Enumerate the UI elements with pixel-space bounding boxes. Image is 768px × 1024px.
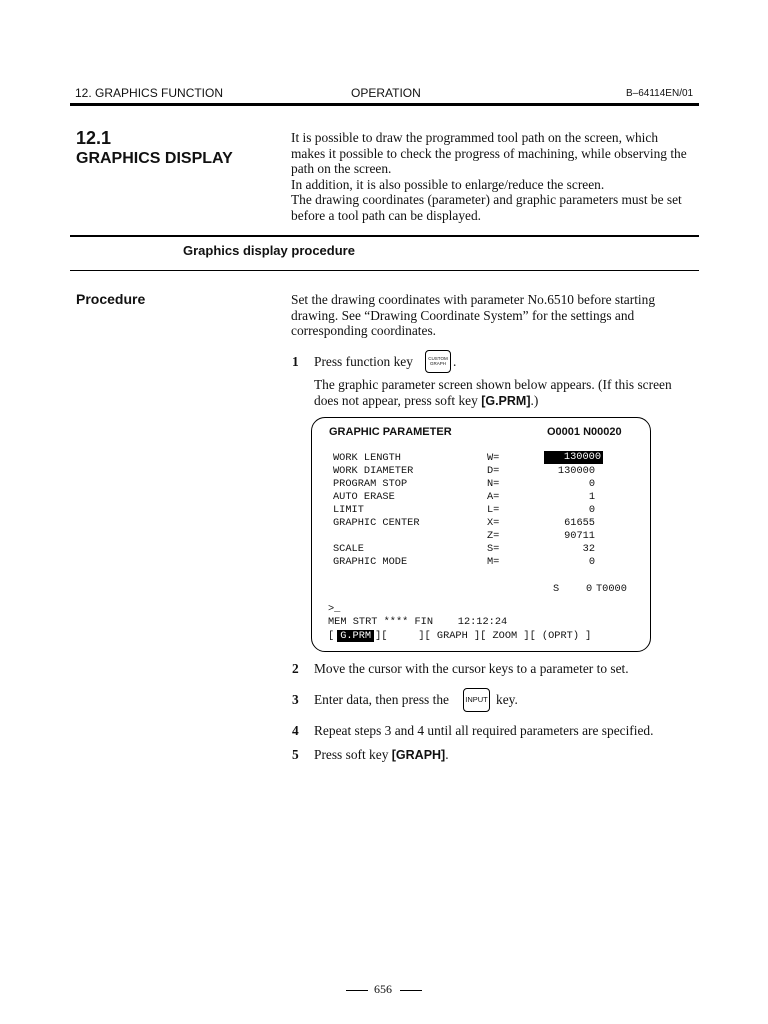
param-value: 32 xyxy=(582,543,595,555)
status-spindle-value: 0 xyxy=(586,583,593,595)
footer-dash-right xyxy=(400,990,422,991)
param-value: 130000 xyxy=(557,465,595,477)
param-name: LIMIT xyxy=(333,504,364,516)
param-value: 0 xyxy=(588,478,595,490)
step-3-number: 3 xyxy=(292,692,299,707)
param-value: 90711 xyxy=(564,530,595,542)
param-name: GRAPHIC CENTER xyxy=(333,517,420,529)
param-code: D= xyxy=(487,465,500,477)
input-prompt[interactable]: >_ xyxy=(328,603,341,615)
step-3-after: key. xyxy=(496,692,518,707)
softkey-rest[interactable]: ][ ][ GRAPH ][ ZOOM ][ (OPRT) ] xyxy=(375,630,592,642)
header-rule xyxy=(70,103,699,106)
header-chapter: 12. GRAPHICS FUNCTION xyxy=(75,86,224,100)
procedure-label: Procedure xyxy=(76,291,146,307)
param-name: AUTO ERASE xyxy=(333,491,395,503)
section-number: 12.1 xyxy=(76,128,112,148)
param-value: 0 xyxy=(588,504,595,516)
param-value: 61655 xyxy=(564,517,595,529)
step-5-text: Press soft key [GRAPH]. xyxy=(314,747,449,762)
param-value-selected[interactable]: 130000 xyxy=(544,451,603,464)
step-2-number: 2 xyxy=(292,661,299,676)
section-title: GRAPHICS DISPLAY xyxy=(76,150,233,167)
section-paragraph: It is possible to draw the programmed tool path on the screen, which makes it possible to check the progress of machining, while observing the path on the screen. In addition, it is also possible to enlarge/reduce the screen. The drawing coordinates (parameter) and graphic parameters must be set before a tool path can be displayed. xyxy=(291,130,687,223)
step-2-text: Move the cursor with the cursor keys to a parameter to set. xyxy=(314,661,629,676)
subsection-rule xyxy=(70,270,699,271)
step-4-number: 4 xyxy=(292,723,299,738)
footer-dash-left xyxy=(346,990,368,991)
param-value: 1 xyxy=(588,491,595,503)
mode-status-line: MEM STRT **** FIN 12:12:24 xyxy=(328,616,508,628)
step-5-number: 5 xyxy=(292,747,299,762)
graph-softkey-ref: [GRAPH] xyxy=(391,748,446,762)
gprm-softkey-ref: [G.PRM] xyxy=(481,393,531,408)
param-code: A= xyxy=(487,491,500,503)
param-name: SCALE xyxy=(333,543,364,555)
procedure-intro: Set the drawing coordinates with parameter No.6510 before starting drawing. See “Drawing Coordinate System” for the settings and corresponding coordinates. xyxy=(291,292,656,339)
input-key: INPUT xyxy=(463,688,490,712)
param-code: M= xyxy=(487,556,500,568)
param-code: L= xyxy=(487,504,500,516)
screen-title: GRAPHIC PARAMETER xyxy=(329,426,452,438)
page-number: 656 xyxy=(374,982,392,996)
param-code: W= xyxy=(487,452,500,464)
step-3-text: Enter data, then press the xyxy=(314,692,449,707)
param-code: S= xyxy=(487,543,500,555)
param-code: X= xyxy=(487,517,500,529)
param-name: GRAPHIC MODE xyxy=(333,556,408,568)
step-1-text: Press function key xyxy=(314,354,413,369)
header-part: OPERATION xyxy=(351,86,421,100)
step-4-text: Repeat steps 3 and 4 until all required parameters are specified. xyxy=(314,723,654,738)
param-value: 0 xyxy=(588,556,595,568)
param-code: N= xyxy=(487,478,500,490)
softkey-bar: [ G.PRM ][ ][ GRAPH ][ ZOOM ][ (OPRT) ] xyxy=(328,630,592,642)
step-1-number: 1 xyxy=(292,354,299,369)
softkey-gprm[interactable]: G.PRM xyxy=(337,630,374,642)
status-tool: T0000 xyxy=(596,583,627,595)
header-doc-id: B–64114EN/01 xyxy=(626,88,694,99)
param-name: WORK DIAMETER xyxy=(333,465,414,477)
param-name: PROGRAM STOP xyxy=(333,478,408,490)
step-1-description: The graphic parameter screen shown below appears. (If this screen does not appear, press soft key [G.PRM].) xyxy=(314,377,672,408)
param-name: WORK LENGTH xyxy=(333,452,401,464)
subsection-title: Graphics display procedure xyxy=(183,243,355,258)
section-rule xyxy=(70,235,699,237)
screen-program-number: O0001 N00020 xyxy=(547,426,622,438)
custom-graph-key: CUSTOM GRAPH xyxy=(425,350,451,373)
step-1-period: . xyxy=(453,354,457,369)
param-code: Z= xyxy=(487,530,500,542)
status-spindle-label: S xyxy=(553,583,560,595)
